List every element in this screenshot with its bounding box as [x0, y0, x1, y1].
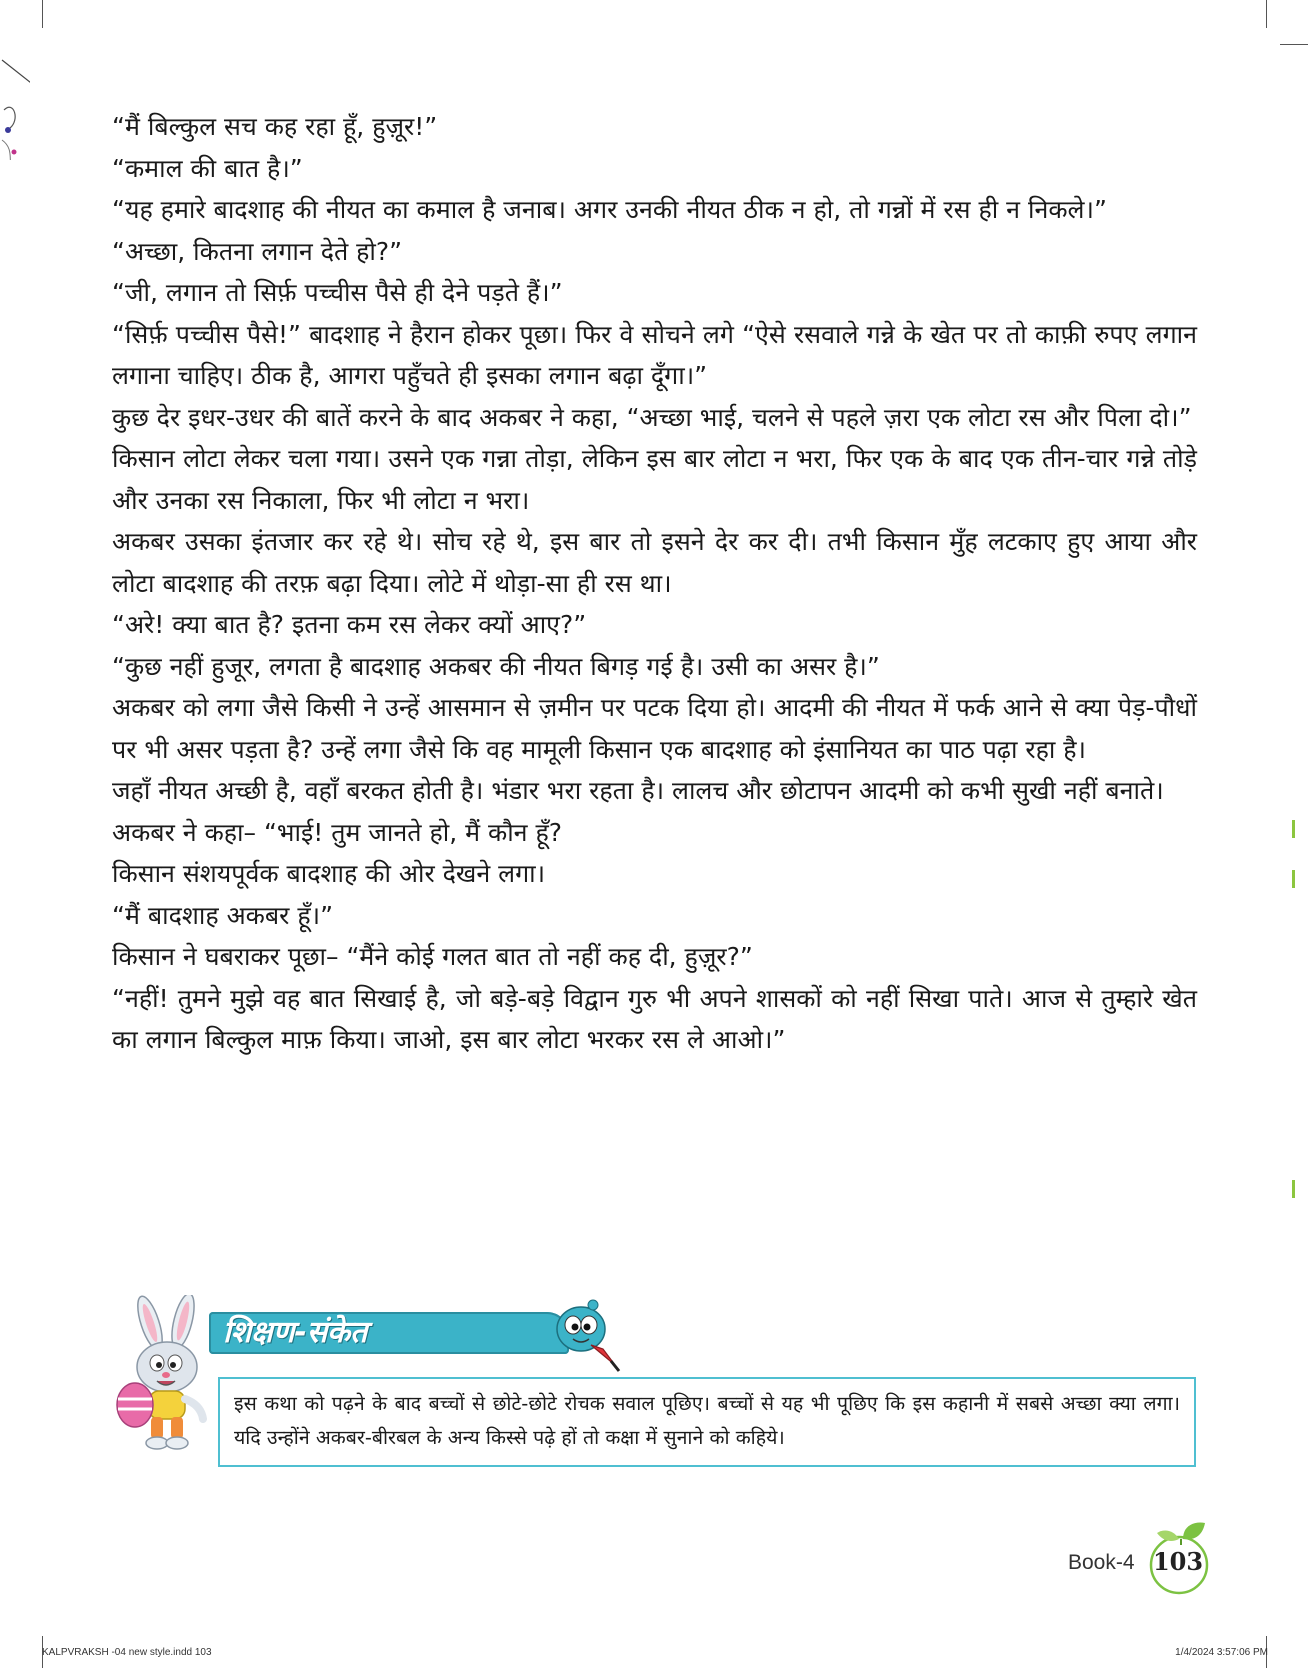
margin-mark [1292, 870, 1295, 888]
story-text [112, 106, 1197, 1061]
story-paragraph: अकबर ने कहा– “भाई! तुम जानते हो, मैं कौन हूँ? [112, 817, 563, 847]
margin-mark [1292, 1180, 1295, 1198]
story-paragraph: “सिर्फ़ पच्चीस पैसे!” बादशाह ने हैरान होकर पूछा। फिर वे सोचने लगे “ऐसे रसवाले गन्ने के खेत पर तो काफ़ी रुपए लगान लगाना चाहिए। ठीक है, आगरा पहुँचते ही इसका लगान बढ़ा दूँगा।” [112, 319, 1197, 390]
crop-mark [1280, 44, 1308, 45]
rabbit-mascot-icon [105, 1295, 210, 1455]
story-paragraph: “मैं बिल्कुल सच कह रहा हूँ, हुज़ूर!” [112, 112, 438, 141]
page-number: 103 [1152, 1547, 1204, 1576]
story-paragraph: “यह हमारे बादशाह की नीयत का कमाल है जनाब। अगर उनकी नीयत ठीक न हो, तो गन्नों में रस ही न निकले।” [112, 195, 1107, 224]
story-paragraph: अकबर को लगा जैसे किसी ने उन्हें आसमान से ज़मीन पर पटक दिया हो। आदमी की नीयत में फर्क आने से क्या पेड़-पौधों पर भी असर पड़ता है? उन्हें लगा जैसे कि वह मामूली किसान एक बादशाह को इंसानियत का पाठ पढ़ा रहा है। [112, 693, 1197, 764]
crop-mark [42, 0, 43, 28]
story-paragraph: कुछ देर इधर-उधर की बातें करने के बाद अकबर ने कहा, “अच्छा भाई, चलने से पहले ज़रा एक लोटा रस और पिला दो।” [112, 402, 1192, 432]
edge-doodle-icon [0, 40, 30, 160]
story-paragraph: “कुछ नहीं हुजूर, लगता है बादशाह अकबर की नीयत बिगड़ गई है। उसी का असर है।” [112, 651, 880, 681]
teaching-note-box [218, 1377, 1196, 1467]
teaching-note-heading: शिक्षण-संकेत [223, 1315, 368, 1350]
story-paragraph: “नहीं! तुमने मुझे वह बात सिखाई है, जो बड़े-बड़े विद्वान गुरु भी अपने शासकों को नहीं सिखा पाते। आज से तुम्हारे खेत का लगान बिल्कुल माफ़ किया। जाओ, इस बार लोटा भरकर रस ले आओ।” [112, 983, 1197, 1054]
story-paragraph: “मैं बादशाह अकबर हूँ।” [112, 900, 334, 930]
book-label: Book-4 [1068, 1551, 1135, 1574]
story-paragraph: “जी, लगान तो सिर्फ़ पच्चीस पैसे ही देने पड़ते हैं।” [112, 278, 563, 307]
story-paragraph: अकबर उसका इंतजार कर रहे थे। सोच रहे थे, इस बार तो इसने देर कर दी। तभी किसान मुँह लटकाए हुए आया और लोटा बादशाह की तरफ़ बढ़ा दिया। लोटे में थोड़ा-सा ही रस था। [112, 527, 1197, 598]
crop-mark [1266, 0, 1267, 28]
story-paragraph: “कमाल की बात है।” [112, 153, 303, 183]
teaching-note-text: इस कथा को पढ़ने के बाद बच्चों से छोटे-छोटे रोचक सवाल पूछिए। बच्चों से यह भी पूछिए कि इस कहानी में सबसे अच्छा क्या लगा। यदि उन्होंने अकबर-बीरबल के अन्य किस्से पढ़े हों तो कक्षा में सुनाने को कहिये। [234, 1392, 1180, 1449]
story-paragraph: “अरे! क्या बात है? इतना कम रस लेकर क्यों आए?” [112, 610, 587, 639]
footer-timestamp: 1/4/2024 3:57:06 PM [1175, 1647, 1268, 1658]
story-paragraph: किसान संशयपूर्वक बादशाह की ओर देखने लगा। [112, 859, 546, 888]
story-paragraph: “अच्छा, कितना लगान देते हो?” [112, 236, 403, 266]
teaching-note-banner [209, 1312, 569, 1354]
pencil-mascot-icon [545, 1295, 635, 1375]
teaching-note-section [105, 1295, 1205, 1475]
footer-file-info: KALPVRAKSH -04 new style.indd 103 [42, 1647, 212, 1658]
story-paragraph: जहाँ नीयत अच्छी है, वहाँ बरकत होती है। भंडार भरा रहता है। लालच और छोटापन आदमी को कभी सुखी नहीं बनाते। [112, 776, 1164, 805]
margin-mark [1292, 820, 1295, 838]
story-paragraph: किसान लोटा लेकर चला गया। उसने एक गन्ना तोड़ा, लेकिन इस बार लोटा न भरा, फिर एक के बाद एक तीन-चार गन्ने तोड़े और उनका रस निकाला, फिर भी लोटा न भरा। [112, 444, 1197, 515]
story-paragraph: किसान ने घबराकर पूछा– “मैंने कोई गलत बात तो नहीं कह दी, हुज़ूर?” [112, 942, 753, 971]
